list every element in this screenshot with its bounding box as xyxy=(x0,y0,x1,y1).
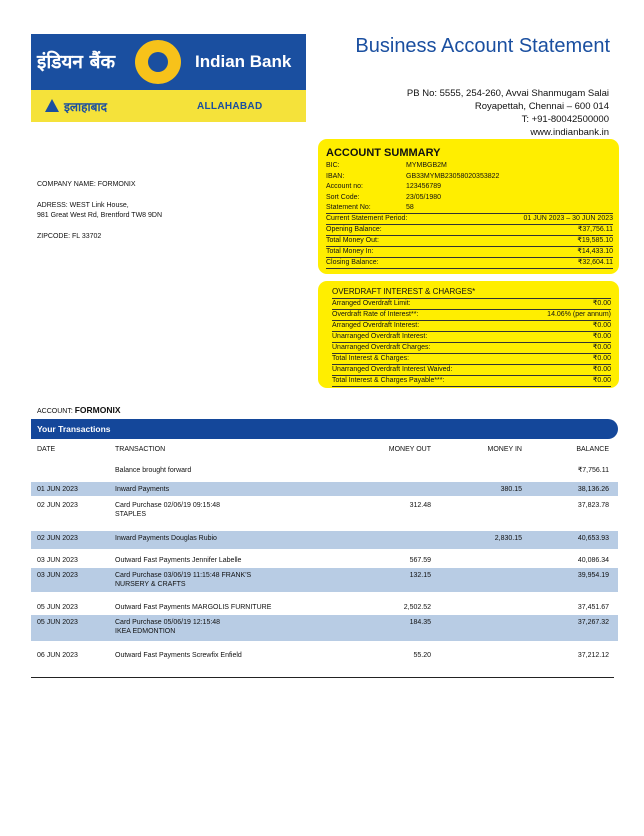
account-line xyxy=(37,405,121,415)
transaction-row xyxy=(31,463,618,477)
tx-balance: 40,653.93 xyxy=(577,535,609,542)
tx-money-out: 2,502.52 xyxy=(403,604,431,611)
tx-description xyxy=(115,651,315,660)
tx-money-out: 567.59 xyxy=(409,557,431,564)
account-detail-row xyxy=(326,182,613,193)
company-address-line1: ADRESS: WEST Link House, xyxy=(37,202,129,209)
overdraft-label: Total Interest & Charges Payable***: xyxy=(332,377,445,384)
detail-value: 58 xyxy=(406,204,414,211)
tx-description-line2: STAPLES xyxy=(115,511,146,518)
tx-date: 02 JUN 2023 xyxy=(37,535,78,542)
tx-description xyxy=(115,603,315,612)
tx-description-line1: Outward Fast Payments Jennifer Labelle xyxy=(115,557,242,564)
overdraft-value: ₹0.00 xyxy=(592,377,611,384)
tx-money-out: 132.15 xyxy=(409,572,431,579)
overdraft-label: Total Interest & Charges: xyxy=(332,355,410,362)
company-name: COMPANY NAME: FORMONIX xyxy=(37,181,136,188)
overdraft-label: Arranged Overdraft Interest: xyxy=(332,322,420,329)
account-details xyxy=(326,161,613,214)
tx-balance: 40,086.34 xyxy=(577,557,609,564)
overdraft-value: ₹0.00 xyxy=(592,344,611,351)
logo-allahabad-english: ALLAHABAD xyxy=(197,101,263,112)
bank-address-line1: PB No: 5555, 254-260, Avvai Shanmugam Salai xyxy=(406,88,609,99)
col-date: DATE xyxy=(37,446,56,453)
transaction-row xyxy=(31,648,618,662)
account-detail-row xyxy=(326,193,613,204)
detail-label: Account no: xyxy=(326,183,363,190)
balance-row xyxy=(326,225,613,236)
tx-balance: 37,267.32 xyxy=(577,619,609,626)
account-detail-row xyxy=(326,161,613,172)
overdraft-row xyxy=(332,321,611,332)
company-address-line2: 981 Great West Rd, Brentford TW8 9DN xyxy=(37,212,163,219)
account-summary-box xyxy=(318,139,619,274)
col-balance: BALANCE xyxy=(576,446,609,453)
tx-description-line1: Balance brought forward xyxy=(115,467,192,474)
overdraft-value: ₹0.00 xyxy=(592,355,611,362)
detail-value: 123456789 xyxy=(406,183,442,190)
balance-label: Closing Balance: xyxy=(326,259,379,266)
tx-money-in: 380.15 xyxy=(500,486,522,493)
tx-description-line1: Inward Payments Douglas Rubio xyxy=(115,535,217,542)
tx-description-line1: Card Purchase 02/06/19 09:15:48 xyxy=(115,502,221,509)
overdraft-label: Unarranged Overdraft Interest Waived: xyxy=(332,366,453,373)
overdraft-label: Unarranged Overdraft Interest: xyxy=(332,333,428,340)
overdraft-rows xyxy=(332,298,611,387)
overdraft-box xyxy=(318,281,619,388)
transaction-row xyxy=(31,531,618,549)
account-detail-row xyxy=(326,172,613,183)
overdraft-value: ₹0.00 xyxy=(592,322,611,329)
detail-value: MYMBGB2M xyxy=(406,162,447,169)
tx-description xyxy=(115,485,315,494)
bank-logo xyxy=(31,34,306,122)
tx-money-out: 312.48 xyxy=(409,502,431,509)
detail-label: BIC: xyxy=(326,162,340,169)
account-detail-row xyxy=(326,203,613,214)
company-zipcode: ZIPCODE: FL 33702 xyxy=(37,233,102,240)
overdraft-row xyxy=(332,310,611,321)
tx-description-line1: Card Purchase 05/06/19 12:15:48 xyxy=(115,619,221,626)
tx-money-in: 2,830.15 xyxy=(494,535,522,542)
overdraft-value: ₹0.00 xyxy=(592,300,611,307)
tx-balance: 37,451.67 xyxy=(577,604,609,611)
transaction-row xyxy=(31,568,618,592)
tx-date: 06 JUN 2023 xyxy=(37,652,78,659)
bank-address xyxy=(320,87,609,139)
balance-row xyxy=(326,236,613,247)
balance-value: ₹32,604.11 xyxy=(577,259,613,266)
tx-balance: ₹7,756.11 xyxy=(577,467,609,474)
emblem-center xyxy=(148,52,168,72)
tx-description-line1: Outward Fast Payments Screwfix Enfield xyxy=(115,652,242,659)
transactions-heading: Your Transactions xyxy=(37,424,111,434)
tx-description-line2: IKEA EDMONTION xyxy=(115,628,176,635)
detail-label: IBAN: xyxy=(326,172,345,180)
tx-description xyxy=(115,501,315,519)
balance-row xyxy=(326,258,613,269)
transaction-row xyxy=(31,553,618,567)
transaction-row xyxy=(31,600,618,614)
tx-description-line1: Inward Payments xyxy=(115,486,170,493)
tx-date: 05 JUN 2023 xyxy=(37,619,78,626)
tx-money-out: 55.20 xyxy=(413,652,431,659)
account-name: FORMONIX xyxy=(74,405,121,415)
tx-description xyxy=(115,534,315,543)
tx-balance: 37,212.12 xyxy=(577,652,609,659)
tx-money-out: 184.35 xyxy=(409,619,431,626)
balance-row xyxy=(326,247,613,258)
overdraft-value: ₹0.00 xyxy=(592,333,611,340)
detail-value: 23/05/1980 xyxy=(406,193,442,201)
tx-description xyxy=(115,618,315,636)
table-bottom-rule xyxy=(31,677,614,678)
account-label: ACCOUNT: xyxy=(37,408,73,415)
overdraft-row xyxy=(332,298,611,310)
overdraft-row xyxy=(332,354,611,365)
balance-label: Current Statement Period: xyxy=(326,215,408,222)
balance-value: 01 JUN 2023 – 30 JUN 2023 xyxy=(523,215,613,222)
tx-description xyxy=(115,466,315,475)
tx-date: 02 JUN 2023 xyxy=(37,502,78,509)
transaction-row xyxy=(31,498,618,522)
balance-label: Total Money In: xyxy=(326,248,374,255)
tx-date: 05 JUN 2023 xyxy=(37,604,78,611)
overdraft-label: Overdraft Rate of Interest**: xyxy=(332,311,419,318)
tx-description-line1: Card Purchase 03/06/19 11:15:48 FRANK'S xyxy=(115,572,252,579)
detail-label: Sort Code: xyxy=(326,193,360,201)
overdraft-row xyxy=(332,343,611,354)
balance-value: ₹19,585.10 xyxy=(577,237,613,244)
bank-address-line2: Royapettah, Chennai – 600 014 xyxy=(474,101,609,112)
tx-description-line2: NURSERY & CRAFTS xyxy=(115,581,186,588)
transactions-header xyxy=(31,419,618,439)
balance-value: ₹14,433.10 xyxy=(577,248,613,255)
tx-balance: 39,954.19 xyxy=(577,572,609,579)
col-money-out: MONEY OUT xyxy=(388,446,431,453)
detail-value: GB33MYMB23058020353822 xyxy=(406,172,500,180)
overdraft-row xyxy=(332,376,611,387)
balance-row xyxy=(326,213,613,225)
overdraft-label: Unarranged Overdraft Charges: xyxy=(332,344,431,351)
balance-summary xyxy=(326,213,613,269)
bank-phone: T: +91-80042500000 xyxy=(521,114,609,125)
company-info xyxy=(37,180,162,242)
balance-value: ₹37,756.11 xyxy=(577,226,613,233)
col-money-in: MONEY IN xyxy=(487,446,522,453)
bank-website: www.indianbank.in xyxy=(530,127,609,138)
overdraft-value: ₹0.00 xyxy=(592,366,611,373)
logo-allahabad-hindi: इलाहाबाद xyxy=(64,100,107,114)
document-title: Business Account Statement xyxy=(355,35,610,57)
tx-description xyxy=(115,556,315,565)
overdraft-heading: OVERDRAFT INTEREST & CHARGES* xyxy=(332,287,476,296)
tx-balance: 37,823.78 xyxy=(577,502,609,509)
detail-label: Statement No: xyxy=(326,204,371,211)
transaction-row xyxy=(31,615,618,641)
logo-hindi-name: इंडियन बैंक xyxy=(37,51,116,73)
tx-date: 01 JUN 2023 xyxy=(37,486,78,493)
overdraft-row xyxy=(332,332,611,343)
tx-date: 03 JUN 2023 xyxy=(37,557,78,564)
overdraft-label: Arranged Overdraft Limit: xyxy=(332,300,411,307)
allahabad-triangle-icon xyxy=(45,99,59,112)
balance-label: Opening Balance: xyxy=(326,226,382,233)
tx-date: 03 JUN 2023 xyxy=(37,572,78,579)
tx-description xyxy=(115,571,315,589)
tx-balance: 38,136.26 xyxy=(577,486,609,493)
col-transaction: TRANSACTION xyxy=(115,446,166,453)
tx-description-line1: Outward Fast Payments MARGOLIS FURNITURE xyxy=(115,604,272,611)
balance-label: Total Money Out: xyxy=(326,237,379,244)
overdraft-row xyxy=(332,365,611,376)
account-summary-heading: ACCOUNT SUMMARY xyxy=(326,147,441,159)
overdraft-value: 14.06% (per annum) xyxy=(547,311,611,318)
logo-english-name: Indian Bank xyxy=(195,52,292,71)
transaction-row xyxy=(31,482,618,496)
